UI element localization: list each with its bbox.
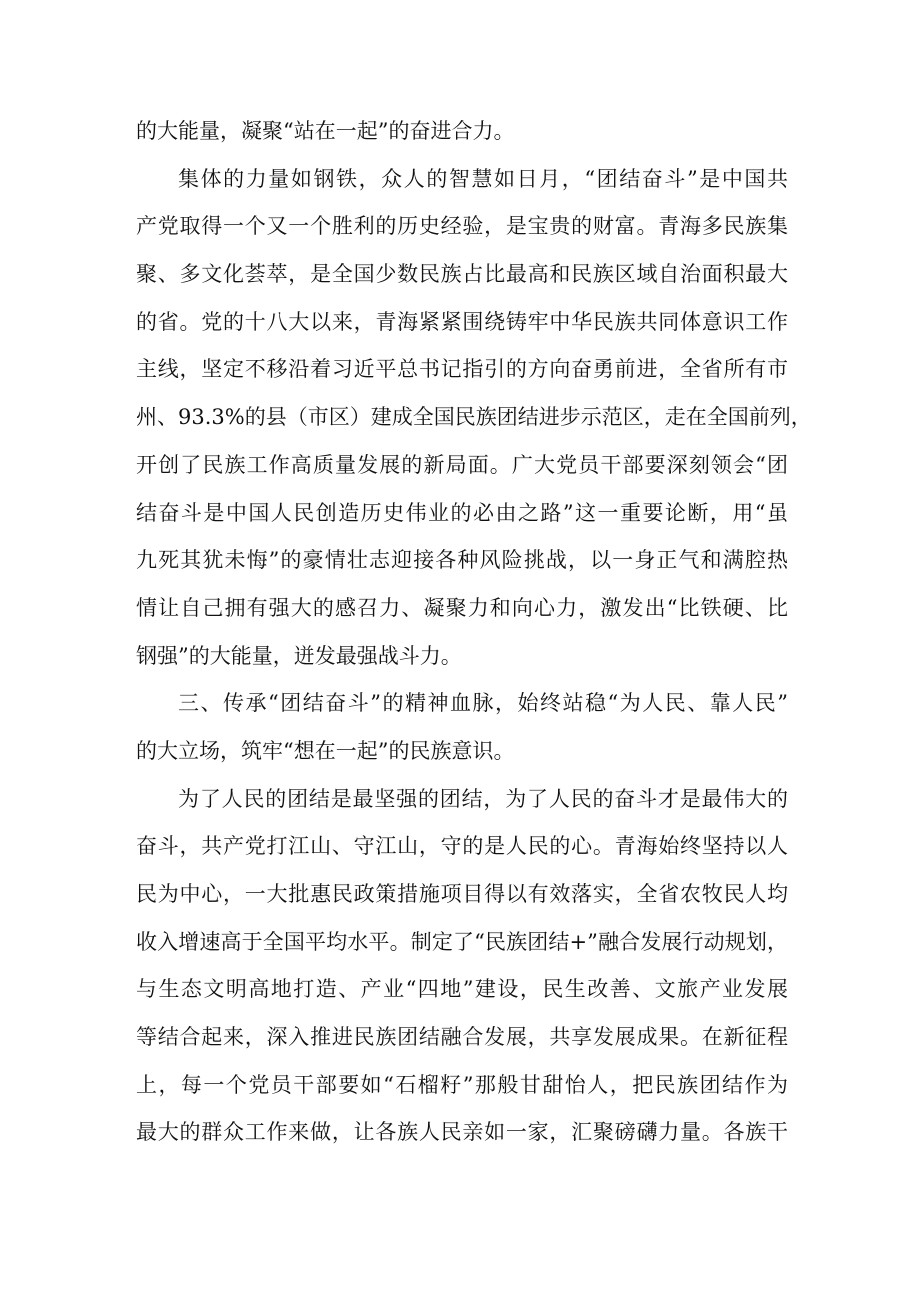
section-heading-line: 三、传承“团结奋斗”的精神血脉，始终站稳“为人民、靠人民”: [178, 691, 788, 716]
paragraph-line: 聚、多文化荟萃，是全国少数民族占比最高和民族区域自治面积最大: [136, 262, 788, 287]
paragraph-line: 结奋斗是中国人民创造历史伟业的必由之路”这一重要论断，用“虽: [136, 500, 788, 525]
paragraph-line: 情让自己拥有强大的感召力、凝聚力和向心力，激发出“比铁硬、比: [136, 595, 788, 620]
section-heading-line: 的大立场，筑牢“想在一起”的民族意识。: [136, 738, 515, 763]
paragraph-line: 集体的力量如钢铁，众人的智慧如日月，“团结奋斗”是中国共: [178, 166, 788, 191]
paragraph-line: 的省。党的十八大以来，青海紧紧围绕铸牢中华民族共同体意识工作: [136, 309, 788, 334]
paragraph-line: 收入增速高于全国平均水平。制定了“民族团结+”融合发展行动规划，: [136, 929, 788, 954]
document-body: [136, 108, 812, 1157]
paragraph-line: 为了人民的团结是最坚强的团结，为了人民的奋斗才是最伟大的: [178, 786, 788, 811]
paragraph-line: 钢强”的大能量，迸发最强战斗力。: [136, 643, 462, 668]
paragraph-line: 与生态文明高地打造、产业“四地”建设，民生改善、文旅产业发展: [136, 977, 788, 1002]
paragraph-line: 等结合起来，深入推进民族团结融合发展，共享发展成果。在新征程: [136, 1025, 788, 1050]
paragraph-line: 上，每一个党员干部要如“石榴籽”那般甘甜怡人，把民族团结作为: [136, 1072, 788, 1097]
paragraph-line: 产党取得一个又一个胜利的历史经验，是宝贵的财富。青海多民族集: [136, 214, 788, 239]
paragraph-line: 民为中心，一大批惠民政策措施项目得以有效落实，全省农牧民人均: [136, 882, 788, 906]
paragraph-line: 奋斗，共产党打江山、守江山，守的是人民的心。青海始终坚持以人: [136, 834, 788, 859]
paragraph-line: 最大的群众工作来做，让各族人民亲如一家，汇聚磅礴力量。各族干: [136, 1120, 788, 1145]
paragraph-line: 的大能量，凝聚“站在一起”的奋进合力。: [136, 119, 515, 143]
paragraph-line: 开创了民族工作高质量发展的新局面。广大党员干部要深刻领会“团: [136, 452, 788, 477]
paragraph-line: 州、93.3%的县（市区）建成全国民族团结进步示范区，走在全国前列，: [136, 405, 812, 430]
paragraph-line: 主线，坚定不移沿着习近平总书记指引的方向奋勇前进，全省所有市: [136, 357, 788, 382]
paragraph-line: 九死其犹未悔”的豪情壮志迎接各种风险挑战，以一身正气和满腔热: [136, 548, 788, 573]
